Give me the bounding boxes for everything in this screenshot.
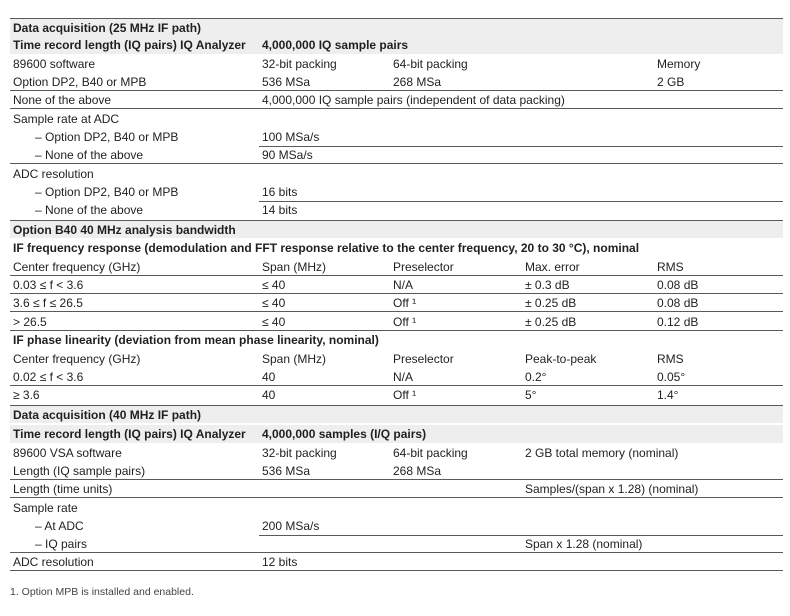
- table-row: [10, 480, 783, 498]
- row-label: 89600 software: [13, 57, 96, 71]
- cell-value: 268 MSa: [393, 75, 442, 89]
- table-row: [10, 73, 783, 91]
- cell-value: 64-bit packing: [393, 57, 468, 71]
- table-row: [10, 220, 783, 238]
- cell-value: 64-bit packing: [393, 446, 468, 460]
- cell-value: 4,000,000 IQ sample pairs (independent of data packing): [262, 93, 565, 107]
- cell-value: Max. error: [525, 260, 580, 274]
- table-row: [10, 128, 783, 146]
- row-label: IF phase linearity (deviation from mean phase linearity, nominal): [13, 333, 379, 347]
- row-label: 89600 VSA software: [13, 446, 122, 460]
- row-label: – None of the above: [35, 203, 144, 217]
- table-row: [10, 91, 783, 109]
- table-row: [10, 55, 783, 73]
- table-row: [10, 350, 783, 368]
- table-row: [10, 165, 783, 183]
- cell-value: N/A: [393, 278, 414, 292]
- table-row: [10, 462, 783, 480]
- cell-value: 200 MSa/s: [262, 519, 320, 533]
- row-label: IF frequency response (demodulation and FFT response relative to the center frequency, 20 to 30 °C), nominal: [13, 241, 640, 255]
- row-label: – Option DP2, B40 or MPB: [35, 185, 179, 199]
- cell-value: 12 bits: [262, 555, 298, 569]
- cell-value: 32-bit packing: [262, 57, 337, 71]
- cell-value: 0.12 dB: [657, 315, 699, 329]
- table-row: [10, 183, 783, 201]
- cell-value: 14 bits: [262, 203, 298, 217]
- cell-value: Span x 1.28 (nominal): [525, 537, 643, 551]
- cell-value: 268 MSa: [393, 464, 442, 478]
- cell-value: 40: [262, 388, 276, 402]
- cell-value: 1.4°: [657, 388, 679, 402]
- cell-value: 0.08 dB: [657, 278, 699, 292]
- table-row: [10, 368, 783, 386]
- table-row: [10, 553, 783, 571]
- table-row: [10, 201, 783, 219]
- row-label: 3.6 ≤ f ≤ 26.5: [13, 296, 83, 310]
- table-row: [10, 425, 783, 443]
- cell-value: 0.05°: [657, 370, 686, 384]
- cell-value: 5°: [525, 388, 537, 402]
- table-row: [10, 258, 783, 276]
- row-label: – Option DP2, B40 or MPB: [35, 130, 179, 144]
- cell-value: 0.08 dB: [657, 296, 699, 310]
- table-row: [10, 444, 783, 462]
- table-row: [10, 386, 783, 404]
- cell-value: Preselector: [393, 260, 454, 274]
- table-row: [10, 276, 783, 294]
- row-label: – IQ pairs: [35, 537, 88, 551]
- table-row: [10, 146, 783, 164]
- cell-value: ± 0.3 dB: [525, 278, 570, 292]
- cell-value: Peak-to-peak: [525, 352, 597, 366]
- row-label: Option B40 40 MHz analysis bandwidth: [13, 223, 236, 237]
- cell-value: ≤ 40: [262, 296, 286, 310]
- row-label: 0.03 ≤ f < 3.6: [13, 278, 84, 292]
- cell-value: ≤ 40: [262, 315, 286, 329]
- cell-value: 90 MSa/s: [262, 148, 313, 162]
- row-label: Length (IQ sample pairs): [13, 464, 146, 478]
- table-row: [10, 499, 783, 517]
- cell-value: 32-bit packing: [262, 446, 337, 460]
- table-row: [10, 535, 783, 553]
- row-label: Data acquisition (40 MHz IF path): [13, 408, 202, 422]
- row-label: ≥ 3.6: [13, 388, 40, 402]
- cell-value: RMS: [657, 260, 684, 274]
- row-label: Length (time units): [13, 482, 113, 496]
- cell-value: 2 GB total memory (nominal): [525, 446, 679, 460]
- row-label: Time record length (IQ pairs) IQ Analyzer: [13, 427, 246, 441]
- cell-value: Samples/(span x 1.28) (nominal): [525, 482, 699, 496]
- cell-value: ≤ 40: [262, 278, 286, 292]
- cell-value: RMS: [657, 352, 684, 366]
- cell-value: 536 MSa: [262, 75, 311, 89]
- row-label: ADC resolution: [13, 167, 94, 181]
- footnote: 1. Option MPB is installed and enabled.: [10, 586, 194, 598]
- cell-value: Span (MHz): [262, 260, 327, 274]
- cell-value: Memory: [657, 57, 701, 71]
- table-row: [10, 517, 783, 535]
- table-row: [10, 331, 783, 349]
- cell-value: Span (MHz): [262, 352, 327, 366]
- row-label: Sample rate: [13, 501, 78, 515]
- table-row: [10, 405, 783, 423]
- cell-value: Off ¹: [393, 388, 417, 402]
- cell-value: 2 GB: [657, 75, 685, 89]
- cell-value: 0.2°: [525, 370, 547, 384]
- row-label: ADC resolution: [13, 555, 94, 569]
- row-label: Option DP2, B40 or MPB: [13, 75, 147, 89]
- cell-value: ± 0.25 dB: [525, 296, 577, 310]
- row-label: Sample rate at ADC: [13, 112, 120, 126]
- table-row: [10, 294, 783, 312]
- cell-value: 4,000,000 samples (I/Q pairs): [262, 427, 427, 441]
- table-row: [10, 239, 783, 257]
- row-label: Data acquisition (25 MHz IF path): [13, 21, 202, 35]
- row-label: – At ADC: [35, 519, 84, 533]
- cell-value: 100 MSa/s: [262, 130, 320, 144]
- row-label: > 26.5: [13, 315, 47, 329]
- row-label: Center frequency (GHz): [13, 260, 141, 274]
- cell-value: Off ¹: [393, 296, 417, 310]
- table-row: [10, 313, 783, 331]
- table-row: [10, 18, 783, 36]
- cell-value: N/A: [393, 370, 414, 384]
- cell-value: 40: [262, 370, 276, 384]
- cell-value: Preselector: [393, 352, 454, 366]
- row-label: 0.02 ≤ f < 3.6: [13, 370, 84, 384]
- cell-value: 4,000,000 IQ sample pairs: [262, 38, 409, 52]
- row-label: Center frequency (GHz): [13, 352, 141, 366]
- cell-value: 536 MSa: [262, 464, 311, 478]
- cell-value: 16 bits: [262, 185, 298, 199]
- table-row: [10, 36, 783, 54]
- row-label: None of the above: [13, 93, 112, 107]
- row-label: Time record length (IQ pairs) IQ Analyzer: [13, 38, 246, 52]
- cell-value: Off ¹: [393, 315, 417, 329]
- cell-value: ± 0.25 dB: [525, 315, 577, 329]
- table-row: [10, 110, 783, 128]
- row-label: – None of the above: [35, 148, 144, 162]
